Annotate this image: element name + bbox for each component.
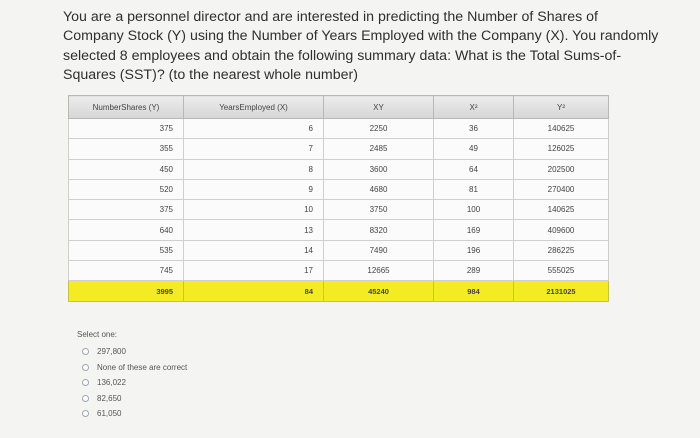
column-header: YearsEmployed (X) xyxy=(184,96,324,119)
table-row xyxy=(69,200,609,220)
column-header: XY xyxy=(324,96,434,119)
answer-option[interactable] xyxy=(77,360,187,376)
table-row xyxy=(69,261,609,281)
answer-label: None of these are correct xyxy=(97,362,188,372)
table-cell: 17 xyxy=(184,261,324,281)
radio-button[interactable] xyxy=(82,379,89,386)
table-cell: 12665 xyxy=(324,261,434,281)
table-cell: 640 xyxy=(69,220,184,240)
table-cell: 745 xyxy=(69,261,184,281)
radio-button[interactable] xyxy=(82,395,89,402)
answer-choices xyxy=(77,330,187,422)
table-cell: 375 xyxy=(69,119,184,139)
table-cell: 9 xyxy=(184,179,324,199)
total-cell: 45240 xyxy=(324,281,434,301)
table-cell: 535 xyxy=(69,240,184,260)
table-cell: 270400 xyxy=(514,179,609,199)
answer-option[interactable] xyxy=(77,344,187,360)
answer-label: 136,022 xyxy=(97,378,126,388)
table-cell: 140625 xyxy=(514,119,609,139)
table-row xyxy=(69,159,609,179)
table-cell: 8320 xyxy=(324,220,434,240)
table-cell: 7490 xyxy=(324,240,434,260)
total-cell: 984 xyxy=(434,281,514,301)
table-cell: 36 xyxy=(434,119,514,139)
table-cell: 196 xyxy=(434,240,514,260)
table-cell: 6 xyxy=(184,119,324,139)
table-cell: 2485 xyxy=(324,139,434,159)
table-cell: 3600 xyxy=(324,159,434,179)
table-row xyxy=(69,119,609,139)
column-header: Y² xyxy=(514,96,609,119)
table-cell: 169 xyxy=(434,220,514,240)
table-cell: 375 xyxy=(69,200,184,220)
total-cell: 2131025 xyxy=(514,281,609,301)
answer-option[interactable] xyxy=(77,406,187,422)
table-cell: 409600 xyxy=(514,220,609,240)
table-cell: 355 xyxy=(69,139,184,159)
table-header-row xyxy=(69,96,609,119)
total-cell: 84 xyxy=(184,281,324,301)
table-row xyxy=(69,220,609,240)
table-cell: 555025 xyxy=(514,261,609,281)
table-cell: 2250 xyxy=(324,119,434,139)
table-cell: 520 xyxy=(69,179,184,199)
table-cell: 286225 xyxy=(514,240,609,260)
table-cell: 450 xyxy=(69,159,184,179)
answer-option[interactable] xyxy=(77,375,187,391)
question-text xyxy=(63,8,683,86)
table-row xyxy=(69,179,609,199)
column-header: NumberShares (Y) xyxy=(69,96,184,119)
table-cell: 8 xyxy=(184,159,324,179)
column-header: X² xyxy=(434,96,514,119)
table-cell: 14 xyxy=(184,240,324,260)
table-cell: 100 xyxy=(434,200,514,220)
answer-label: 82,650 xyxy=(97,393,122,403)
table-cell: 3750 xyxy=(324,200,434,220)
table-cell: 140625 xyxy=(514,200,609,220)
select-prompt: Select one: xyxy=(77,330,118,339)
table-cell: 126025 xyxy=(514,139,609,159)
table-cell: 202500 xyxy=(514,159,609,179)
table-cell: 81 xyxy=(434,179,514,199)
answer-label: 61,050 xyxy=(97,409,122,419)
table-cell: 49 xyxy=(434,139,514,159)
radio-button[interactable] xyxy=(82,410,89,417)
summary-data-table xyxy=(68,95,608,302)
radio-button[interactable] xyxy=(82,364,89,371)
table-cell: 13 xyxy=(184,220,324,240)
answer-option[interactable] xyxy=(77,391,187,407)
table-cell: 64 xyxy=(434,159,514,179)
table-cell: 4680 xyxy=(324,179,434,199)
question-line: Squares (SST)? (to the nearest whole number) xyxy=(63,67,358,84)
question-line: selected 8 employees and obtain the following summary data: What is the Total Sums-of- xyxy=(63,47,622,64)
question-line: Company Stock (Y) using the Number of Years Employed with the Company (X). You randomly xyxy=(63,28,659,45)
table-row xyxy=(69,240,609,260)
total-cell: 3995 xyxy=(69,281,184,301)
table-cell: 289 xyxy=(434,261,514,281)
totals-row xyxy=(69,281,609,301)
answer-label: 297,800 xyxy=(97,347,126,357)
question-line: You are a personnel director and are interested in predicting the Number of Shares of xyxy=(63,9,598,25)
table-cell: 7 xyxy=(184,139,324,159)
table-cell: 10 xyxy=(184,200,324,220)
radio-button[interactable] xyxy=(82,348,89,355)
table-row xyxy=(69,139,609,159)
